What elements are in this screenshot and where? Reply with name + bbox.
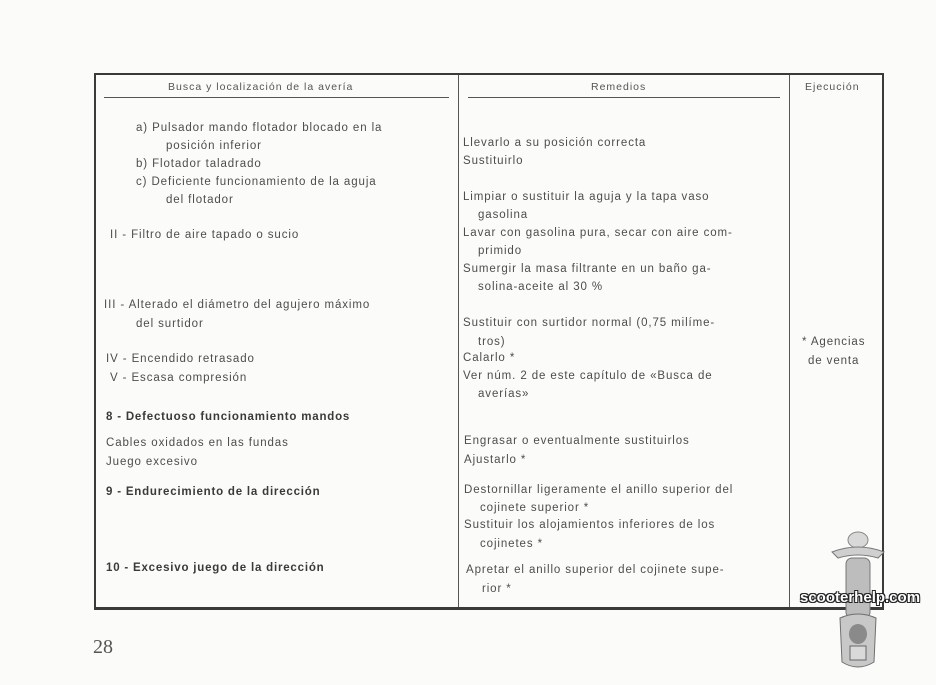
remedy-line: Destornillar ligeramente el anillo superior del: [464, 484, 734, 496]
section-heading: 8 - Defectuoso funcionamiento mandos: [106, 411, 351, 423]
header-underline: [468, 97, 780, 98]
header-fault-location: Busca y localización de la avería: [168, 81, 354, 93]
remedy-line: primido: [478, 245, 523, 257]
fault-line: V - Escasa compresión: [110, 372, 248, 384]
remedy-line: Limpiar o sustituir la aguja y la tapa vaso: [463, 191, 710, 203]
header-remedies: Remedios: [591, 81, 647, 93]
fault-line: del surtidor: [136, 318, 204, 330]
remedy-line: Calarlo *: [463, 352, 516, 364]
watermark: scooterhelp.com: [800, 589, 921, 606]
remedy-line: Sumergir la masa filtrante en un baño ga-: [463, 263, 712, 275]
section-heading: 9 - Endurecimiento de la dirección: [106, 486, 321, 498]
column-divider: [458, 75, 459, 607]
remedy-line: Sustituir los alojamientos inferiores de los: [464, 519, 716, 531]
page-number: 28: [93, 636, 113, 658]
fault-line: III - Alterado el diámetro del agujero máximo: [104, 299, 371, 311]
troubleshooting-table: [94, 73, 884, 610]
header-execution: Ejecución: [805, 81, 860, 93]
fault-line: b) Flotador taladrado: [136, 158, 262, 170]
remedy-line: cojinetes *: [480, 538, 543, 550]
remedy-line: solina-aceite al 30 %: [478, 281, 604, 293]
remedy-line: Llevarlo a su posición correcta: [463, 137, 647, 149]
remedy-line: Sustituirlo: [463, 155, 524, 167]
execution-line: de venta: [808, 355, 860, 367]
remedy-line: tros): [478, 336, 506, 348]
fault-line: IV - Encendido retrasado: [106, 353, 255, 365]
fault-line: Juego excesivo: [106, 456, 198, 468]
column-divider: [789, 75, 790, 607]
remedy-line: Lavar con gasolina pura, secar con aire com-: [463, 227, 733, 239]
remedy-line: Engrasar o eventualmente sustituirlos: [464, 435, 690, 447]
remedy-line: Apretar el anillo superior del cojinete supe-: [466, 564, 725, 576]
remedy-line: gasolina: [478, 209, 529, 221]
fault-line: del flotador: [166, 194, 234, 206]
header-underline: [104, 97, 449, 98]
remedy-line: Ajustarlo *: [464, 454, 527, 466]
execution-line: * Agencias: [802, 336, 866, 348]
section-heading: 10 - Excesivo juego de la dirección: [106, 562, 325, 574]
fault-line: c) Deficiente funcionamiento de la aguja: [136, 176, 377, 188]
remedy-line: Ver núm. 2 de este capítulo de «Busca de: [463, 370, 713, 382]
remedy-line: rior *: [482, 583, 512, 595]
remedy-line: cojinete superior *: [480, 502, 590, 514]
fault-line: Cables oxidados en las fundas: [106, 437, 289, 449]
remedy-line: Sustituir con surtidor normal (0,75 milíme-: [463, 317, 716, 329]
fault-line: a) Pulsador mando flotador blocado en la: [136, 122, 383, 134]
fault-line: posición inferior: [166, 140, 262, 152]
remedy-line: averías»: [478, 388, 530, 400]
fault-line: II - Filtro de aire tapado o sucio: [110, 229, 300, 241]
